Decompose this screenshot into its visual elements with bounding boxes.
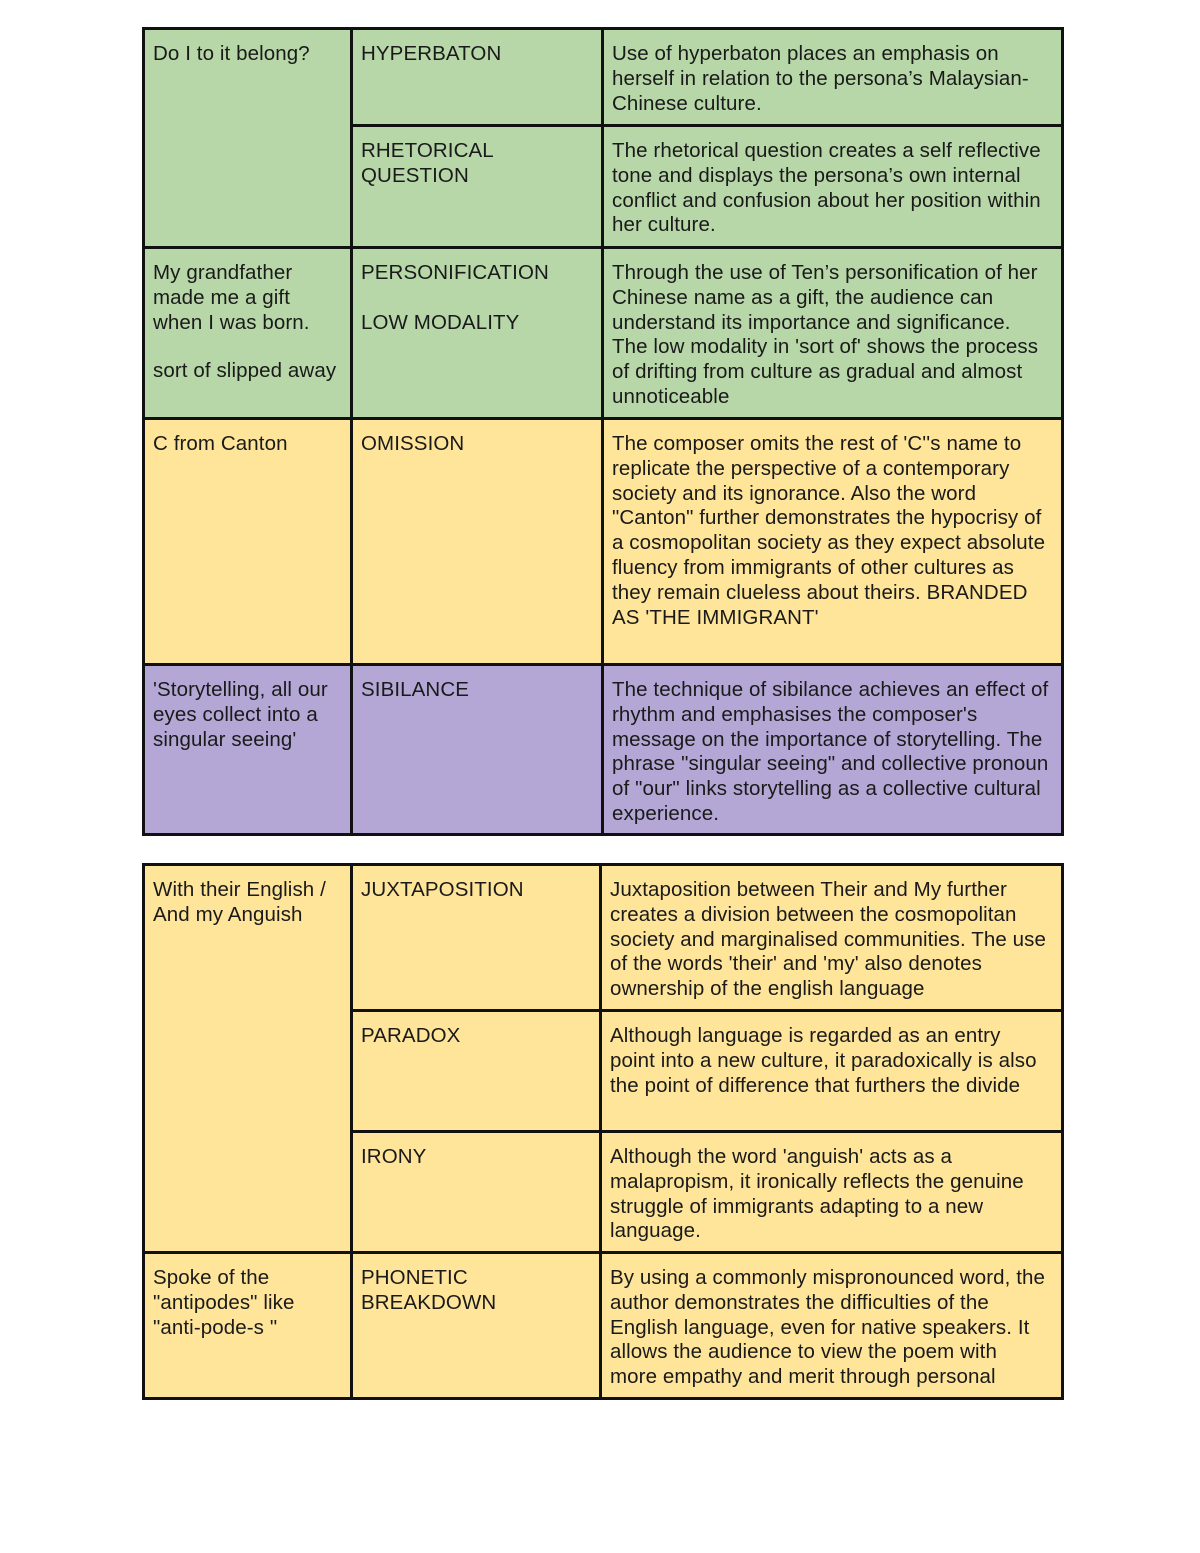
technique-cell: SIBILANCE [352,665,603,835]
quote-line: sort of slipped away [153,359,337,383]
quote-cell: C from Canton [144,419,352,665]
technique-cell: JUXTAPOSITION [352,865,601,1011]
technique-cell: RHETORICAL QUESTION [352,126,603,248]
technique-cell: IRONY [352,1132,601,1253]
effect-cell: By using a commonly mispronounced word, the author demonstrates the difficulties of the English language, even for native speakers. It allows the audience to view the poem with more empathy and merit through personal [601,1253,1063,1399]
technique-cell: PARADOX [352,1011,601,1132]
effect-cell: The technique of sibilance achieves an effect of rhythm and emphasises the composer's message on the importance of storytelling. The phrase "singular seeing" and collective pronoun of "our" links storytelling as a collective cultural experience. [603,665,1063,835]
table-row [144,1253,1063,1399]
quote-cell: 'Storytelling, all our eyes collect into a singular seeing' [144,665,352,835]
effect-cell: Although the word 'anguish' acts as a malapropism, it ironically reflects the genuine struggle of immigrants adapting to a new language. [601,1132,1063,1253]
table-row [144,665,1063,835]
effect-note: BRANDED AS 'THE IMMIGRANT' [612,580,1028,629]
effect-cell: Through the use of Ten’s personification of her Chinese name as a gift, the audience can understand its importance and significance. The low modality in 'sort of' shows the process of drifting from culture as gradual and almost unnoticeable [603,248,1063,419]
analysis-table-2 [142,863,1064,1400]
quote-cell: With their English / And my Anguish [144,865,352,1253]
effect-text: The composer omits the rest of 'C''s name to replicate the perspective of a contemporary society and its ignorance. Also the word "Canton" further demonstrates the hypocrisy of a cosmopolitan society as they expect absolute fluency from immigrants of other cultures as they remain clueless about theirs. [612,432,1046,604]
technique-line: LOW MODALITY [361,310,520,334]
effect-cell: Juxtaposition between Their and My further creates a division between the cosmopolitan society and marginalised communities. The use of the words 'their' and 'my' also denotes ownership of the english language [601,865,1063,1011]
effect-cell: The rhetorical question creates a self reflective tone and displays the persona’s own internal conflict and confusion about her position within her culture. [603,126,1063,248]
table-row [144,865,1063,1011]
table-row [144,419,1063,665]
quote-line: My grandfather made me a gift when I was born. [153,261,310,334]
effect-cell: Although language is regarded as an entry point into a new culture, it paradoxically is also the point of difference that furthers the divide [601,1011,1063,1132]
table-row [144,29,1063,126]
table-row [144,248,1063,419]
effect-cell [603,419,1063,665]
quote-cell: Do I to it belong? [144,29,352,248]
quote-cell [144,248,352,419]
effect-cell: Use of hyperbaton places an emphasis on herself in relation to the persona’s Malaysian-Chinese culture. [603,29,1063,126]
technique-cell: PHONETIC BREAKDOWN [352,1253,601,1399]
technique-cell: HYPERBATON [352,29,603,126]
technique-cell: OMISSION [352,419,603,665]
quote-cell: Spoke of the "antipodes" like "anti-pode-s " [144,1253,352,1399]
analysis-table-1 [142,27,1064,836]
technique-line: PERSONIFICATION [361,261,549,284]
technique-cell [352,248,603,419]
